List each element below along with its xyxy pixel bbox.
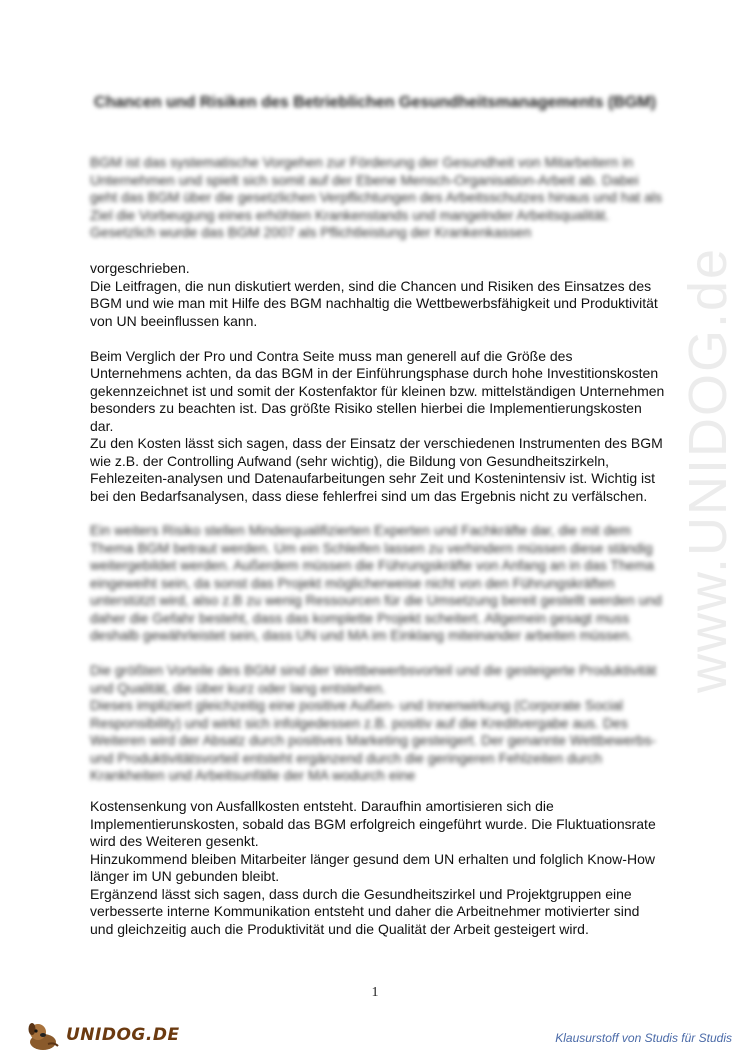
- unidog-logo[interactable]: [26, 1017, 180, 1053]
- paragraph: Dieses impliziert gleichzeitig eine positive Außen- und Innenwirkung (Corporate Social Responsibility) und wirkt sich infolgedessen z.B. positiv auf die Kreditvergabe aus. Des Weiteren wird der Absatz durch positives Marketing gesteigert. Der genannte Wettbewerbs- und Produktivitätsvorteil entsteht ergänzend durch die geringeren Fehlzeiten durch Krankheiten und Arbeitsunfälle der MA wodurch eine: [90, 697, 656, 783]
- blurred-middle: [90, 522, 665, 785]
- paragraph: Gesetzlich wurde das BGM 2007 als Pflichtleistung der Krankenkassen: [90, 224, 532, 240]
- blurred-intro: [90, 154, 665, 242]
- paragraph: Die Leitfragen, die nun diskutiert werden, sind die Chancen und Risiken des Einsatzes des BGM und wie man mit Hilfe des BGM nachhaltig die Wettbewerbsfähigkeit und Produktivität von UN beeinflussen kann.: [90, 277, 658, 329]
- paragraph: BGM ist das systematische Vorgehen zur Förderung der Gesundheit von Mitarbeitern in Unternehmen und spielt sich somit auf der Ebene Mensch-Organisation-Arbeit ab. Dabei geht das BGM über die gesetzlichen Verpflichtungen des Arbeitsschutzes hinaus und hat als Ziel die Vorbeugung eines erhöhten Krankenstands und mangelnder Arbeitsqualität.: [90, 154, 663, 223]
- paragraph: Kostensenkung von Ausfallkosten entsteht. Daraufhin amortisieren sich die Implementierunskosten, sobald das BGM erfolgreich eingeführt wurde. Die Fluktuationsrate wird des Weiteren gesenkt.: [90, 798, 656, 849]
- paragraph: Hinzukommend bleiben Mitarbeiter länger gesund dem UN erhalten und folglich Know-How länger im UN gebunden bleibt.: [90, 850, 655, 884]
- page-number: 1: [371, 985, 379, 1000]
- visible-text-1: [90, 260, 665, 505]
- paragraph: vorgeschrieben.: [90, 260, 190, 276]
- paragraph: Ein weiters Risiko stellen Minderqualifizierten Experten und Fachkräfte dar, die mit dem Thema BGM betraut werden. Um ein Schleifen lassen zu verhindern müssen diese ständig weitergebildet werden. Außerdem müssen die Führungskräfte von Anfang an in das Thema eingeweiht sein, da sonst das Projekt möglicherweise nicht von den Führungskräften unterstützt wird, also z.B zu wenig Ressourcen für die Umsetzung bereit gestellt werden und daher die Gefahr besteht, dass das komplette Projekt scheitert. Allgemein gesagt muss deshalb gewährleistet sein, dass UN und MA im Einklang miteinander arbeiten müssen.: [90, 522, 662, 643]
- visible-text-2: [90, 798, 665, 938]
- document-title: Chancen und Risiken des Betrieblichen Gesundheitsmanagements (BGM): [94, 94, 656, 111]
- footer-tagline: Klausurstoff von Studis für Studis: [555, 1031, 732, 1045]
- paragraph: Die größten Vorteile des BGM sind der Wettbewerbsvorteil und die gesteigerte Produktivität und Qualität, die über kurz oder lang entstehen.: [90, 662, 657, 696]
- paragraph: Ergänzend lässt sich sagen, dass durch die Gesundheitszirkel und Projektgruppen eine verbesserte interne Kommunikation entsteht und daher die Arbeitnehmer motivierter sind und gleichzeitig auch die Produktivität und die Qualität der Arbeit gesteigert wird.: [90, 885, 640, 937]
- dog-icon: [26, 1018, 62, 1052]
- paragraph: Beim Verglich der Pro und Contra Seite muss man generell auf die Größe des Unternehmens achten, da das BGM in der Einführungsphase durch hohe Investitionskosten gekennzeichnet ist und somit der Kostenfaktor für kleinen bzw. mittelständigen Unternehmen besonders zu beachten ist. Das größte Risiko stellen hierbei die Implementierungskosten dar.: [90, 347, 665, 434]
- watermark: www.UNIDOG.de: [678, 246, 738, 694]
- logo-text: UNIDOG.DE: [66, 1025, 180, 1045]
- paragraph: Zu den Kosten lässt sich sagen, dass der Einsatz der verschiedenen Instrumenten des BGM wie z.B. der Controlling Aufwand (sehr wichtig), die Bildung von Gesundheitszirkeln, Fehlezeiten-analysen und Datenaufarbeitungen sehr Zeit und Kostenintensiv ist. Wichtig ist bei den Bedarfsanalysen, dass diese fehlerfrei sind um das Ergebnis nicht zu verfälschen.: [90, 435, 663, 504]
